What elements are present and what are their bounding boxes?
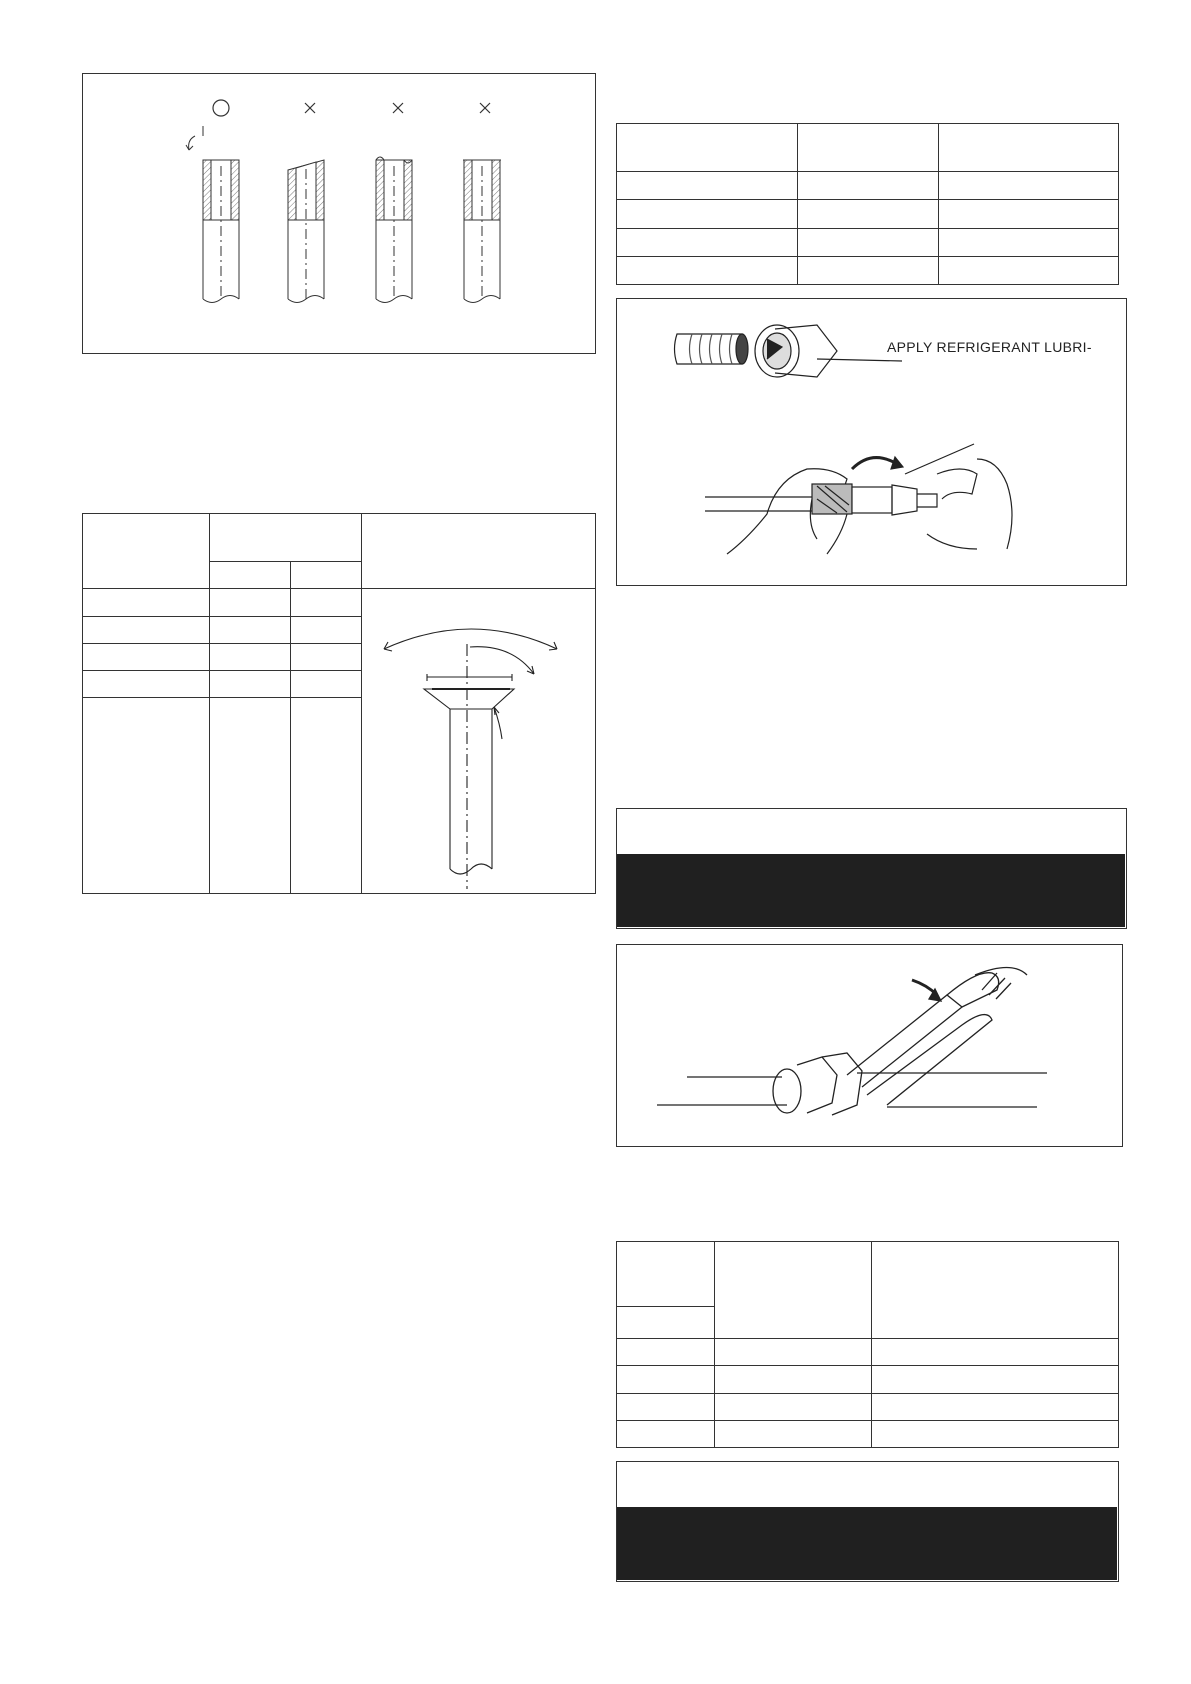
pipe-correct (186, 126, 239, 303)
caution-box-1 (616, 808, 1127, 929)
pipe-slanted-cut (288, 160, 324, 303)
top-right-table (616, 123, 1119, 285)
flared-pipe-icon (362, 589, 594, 894)
lubricant-label: APPLY REFRIGERANT LUBRI- (887, 339, 1092, 355)
wrench-figure (616, 944, 1123, 1147)
flare-dimension-table (82, 513, 596, 894)
cross-mark-icon (393, 103, 403, 113)
pipe-uneven-cut (376, 157, 412, 303)
caution-box-2-body (617, 1507, 1117, 1580)
cross-mark-icon (480, 103, 490, 113)
caution-box-1-body (617, 854, 1125, 927)
lubricant-figure (616, 298, 1127, 586)
circle-mark-icon (213, 100, 229, 116)
pipe-cut-illustration (83, 74, 597, 355)
torque-wrench-icon (617, 945, 1124, 1148)
torque-table (616, 1241, 1119, 1448)
caution-box-2 (616, 1461, 1119, 1582)
pipe-cut-figure (82, 73, 596, 354)
pipe-burred-cut (463, 160, 501, 303)
cross-mark-icon (305, 103, 315, 113)
